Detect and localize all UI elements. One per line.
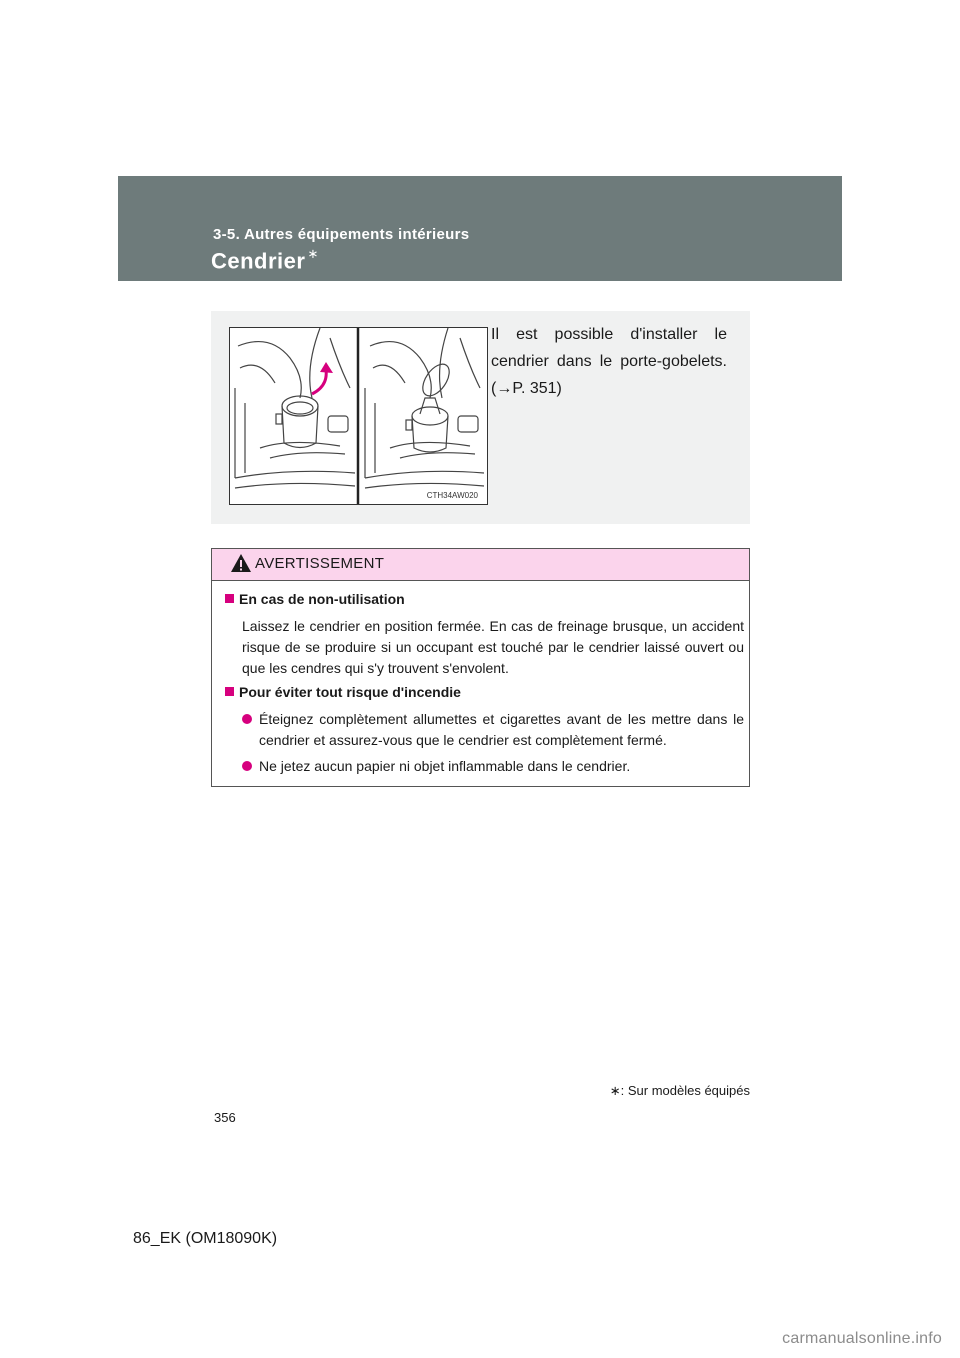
- warning-heading-fire: [225, 684, 461, 700]
- intro-text: Il est possible d'installer le cendrier dans le porte-gobelets. (→P. 351): [491, 326, 727, 397]
- warning-bullet: [242, 756, 744, 777]
- warning-title: AVERTISSEMENT: [255, 555, 385, 572]
- warning-paragraph: Laissez le cendrier en position fermée. En cas de freinage brusque, un accident risque de se produire si un occupant est touché par le cendrier laissé ouvert ou que les cendres qui s'y trouvent s'envolent.: [242, 618, 744, 676]
- section-header: [118, 176, 842, 281]
- warning-bullet: [242, 709, 744, 751]
- footnote: ∗: Sur modèles équipés: [609, 1083, 750, 1098]
- equipped-mark: ∗: [307, 246, 319, 261]
- ashtray-drawing: [230, 328, 487, 504]
- watermark: carmanualsonline.info: [782, 1330, 942, 1347]
- round-bullet-icon: [242, 714, 252, 724]
- page-number: 356: [214, 1110, 236, 1125]
- bullet-text: Ne jetez aucun papier ni objet inflammable dans le cendrier.: [259, 758, 631, 774]
- warning-heading-nonuse: [225, 591, 405, 607]
- bullet-text: Éteignez complètement allumettes et cigarettes avant de les mettre dans le cendrier et assurez-vous que le cendrier est complètement fermé.: [259, 711, 744, 748]
- round-bullet-icon: [242, 761, 252, 771]
- warning-header: [212, 549, 749, 581]
- figure-code: CTH34AW020: [426, 491, 478, 500]
- page-title-text: Cendrier: [211, 248, 306, 274]
- ashtray-illustration: [229, 327, 488, 505]
- heading-text: Pour éviter tout risque d'incendie: [239, 684, 461, 700]
- warning-triangle-icon: [230, 553, 252, 573]
- warning-box: [211, 548, 750, 787]
- section-label: 3-5. Autres équipements intérieurs: [213, 226, 470, 243]
- square-bullet-icon: [225, 687, 234, 696]
- page-title: [211, 248, 319, 274]
- heading-text: En cas de non-utilisation: [239, 591, 405, 607]
- figure-panel: [211, 311, 750, 524]
- square-bullet-icon: [225, 594, 234, 603]
- document-code: 86_EK (OM18090K): [133, 1230, 278, 1247]
